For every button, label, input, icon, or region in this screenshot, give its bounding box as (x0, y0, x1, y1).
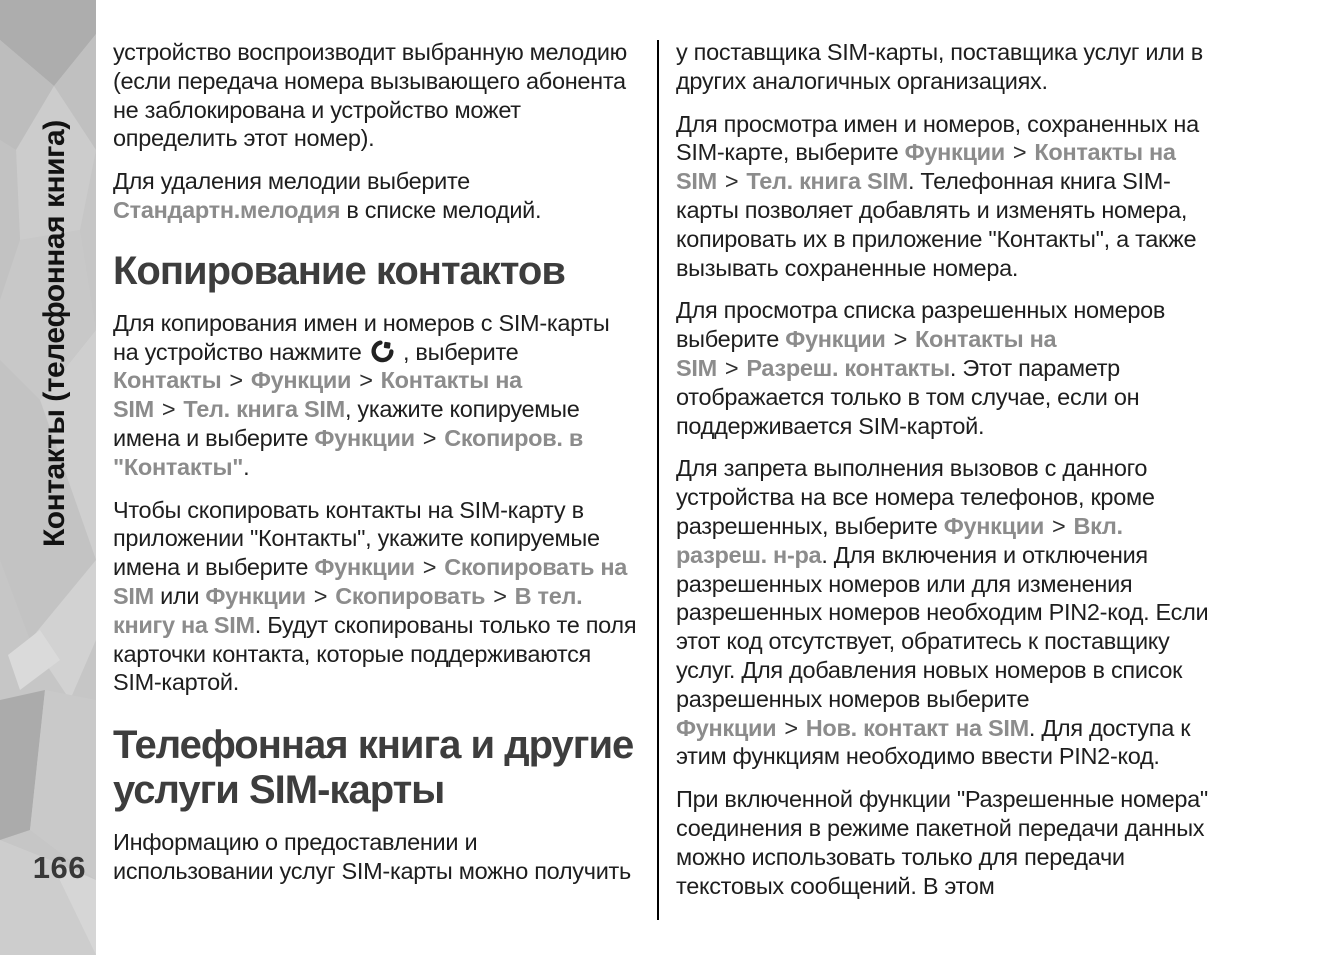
ui-path-term: Скопиров. в "Контакты" (113, 424, 583, 480)
chapter-vertical-title: Контакты (телефонная книга) (38, 120, 71, 547)
chevron-separator: > (1052, 512, 1066, 539)
ui-path-term: Функции (205, 582, 306, 609)
chevron-separator: > (161, 396, 176, 423)
chevron-separator: > (724, 354, 739, 381)
chevron-separator: > (893, 326, 908, 353)
chevron-separator: > (784, 714, 798, 741)
ui-path-term: Функции (904, 139, 1005, 166)
paragraph: Чтобы скопировать контакты на SIM-карту в приложении "Контакты", укажите копируемые имена и выберите Функции > Скопировать на SIM или Функции > Скопировать > В тел. книгу на SIM. Будут скопированы только те поля карточки контакта, которые поддерживаются SIM-картой. (113, 496, 637, 696)
ui-path-term: Контакты на SIM (676, 139, 1176, 195)
ui-path-term: Разреш. контакты (746, 354, 950, 381)
ui-path-term: Тел. книга SIM (746, 168, 908, 195)
left-text-column (113, 38, 641, 900)
ui-path-term: Функции (785, 326, 886, 353)
chevron-separator: > (493, 582, 507, 609)
ui-path-term: Тел. книга SIM (183, 396, 345, 423)
paragraph: Для запрета выполнения вызовов с данного устройства на все номера телефонов, кроме разрешенных, выберите Функции > Вкл. разреш. н-ра. Для включения и отключения разрешенных номеров или для изменения разрешенных номеров необходим PIN2-код. Если этот код отсутствует, обратитесь к поставщику услуг. Для добавления новых номеров в список разрешенных номеров выберите Функции > Нов. контакт на SIM. Для доступа к этим функциям необходимо ввести PIN2-код. (676, 455, 1209, 770)
ui-path-term: Нов. контакт на SIM (805, 714, 1029, 741)
ui-path-term: Функции (250, 367, 352, 394)
ui-path-term: Функции (314, 554, 415, 581)
ui-path-term: Скопировать на SIM (113, 554, 628, 609)
paragraph: При включенной функции "Разрешенные номера" соединения в режиме пакетной передачи данных можно использовать только для передачи текстовых сообщений. В этом (676, 786, 1208, 899)
ui-path-term: Функции (314, 424, 415, 451)
sidebar (0, 0, 96, 955)
chevron-separator: > (359, 367, 373, 394)
chevron-separator: > (422, 424, 437, 451)
chevron-separator: > (1012, 139, 1027, 166)
paragraph: у поставщика SIM-карты, поставщика услуг или в других аналогичных организациях. (676, 39, 1203, 94)
page-number: 166 (32, 850, 86, 885)
paragraph: устройство воспроизводит выбранную мелодию (если передача номера вызывающего абонента не заблокирована и устройство может определить этот номер). (113, 39, 627, 152)
chevron-separator: > (313, 582, 328, 609)
column-divider (657, 40, 659, 920)
section-heading: Копирование контактов (113, 248, 565, 293)
chevron-separator: > (229, 367, 243, 394)
paragraph: Для удаления мелодии выберите Стандартн.мелодия в списке мелодий. (113, 168, 542, 223)
ui-path-term: Контакты (113, 367, 222, 394)
chevron-separator: > (724, 168, 739, 195)
paragraph: Для просмотра имен и номеров, сохраненных на SIM-карте, выберите Функции > Контакты на SIM > Тел. книга SIM. Телефонная книга SIM-карты позволяет добавлять и изменять номера, копировать их в приложение "Контакты", а также вызывать сохраненные номера. (676, 110, 1199, 281)
paragraph: Для копирования имен и номеров с SIM-карты на устройство нажмите , выберите Контакты > Функции > Контакты на SIM > Тел. книга SIM, укажите копируемые имена и выберите Функции > Скопиров. в "Контакты". (113, 309, 610, 480)
ui-path-term: Стандартн.мелодия (113, 196, 341, 223)
ui-path-term: Скопировать (335, 582, 486, 609)
ui-path-term: Функции (943, 512, 1045, 539)
menu-key-icon (370, 339, 395, 364)
chevron-separator: > (422, 554, 437, 581)
ui-path-term: Контакты на SIM (113, 367, 522, 423)
paragraph: Информацию о предоставлении и использовании услуг SIM-карты можно получить (113, 829, 631, 884)
ui-path-term: Контакты на SIM (676, 326, 1057, 381)
paragraph: Для просмотра списка разрешенных номеров выберите Функции > Контакты на SIM > Разреш. контакты. Этот параметр отображается только в том случае, если он поддерживается SIM-картой. (676, 297, 1166, 439)
ui-path-term: Функции (676, 714, 777, 741)
section-heading: Телефонная книга и другие услуги SIM-карты (113, 723, 634, 813)
ui-path-term: В тел. книгу на SIM (113, 582, 583, 638)
ui-path-term: Вкл. разреш. н-ра (676, 512, 1123, 568)
right-text-column (676, 38, 1213, 914)
